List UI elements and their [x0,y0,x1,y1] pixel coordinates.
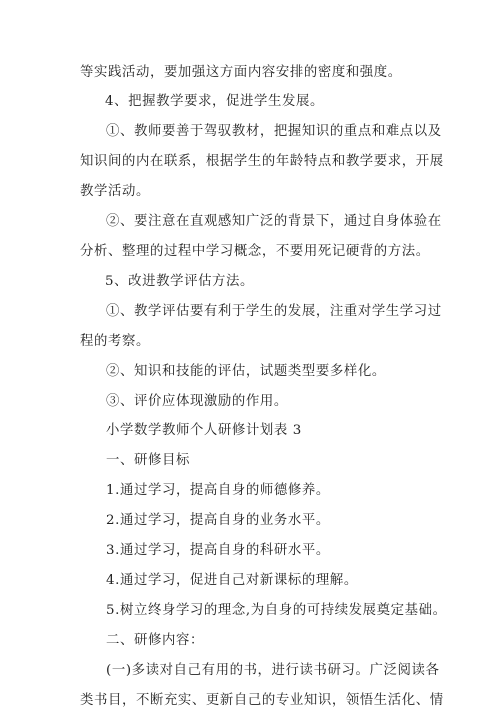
line-text: ③、评价应体现激励的作用。 [106,394,288,409]
line-text: 二、研修内容： [106,633,204,648]
line-text: 小学数学教师个人研修计划表 3 [106,423,302,438]
line-text: 1.通过学习，提高自身的师德修养。 [106,483,330,498]
line-text: ②、要注意在直观感知广泛的背景下，通过自身体验在 [106,214,442,229]
line-text: 3.通过学习，提高自身的科研水平。 [106,543,330,558]
line-text: 教学活动。 [80,184,150,199]
line-text: 等实践活动，要加强这方面内容安排的密度和强度。 [80,65,402,80]
line-text: 4.通过学习，促进自己对新课标的理解。 [106,573,358,588]
line-text: 分析、整理的过程中学习概念，不要用死记硬背的方法。 [80,244,430,259]
line-text: ①、教学评估要有利于学生的发展，注重对学生学习过 [106,304,442,319]
line-text: 知识间的内在联系，根据学生的年龄特点和教学要求，开展 [80,154,444,169]
line-text: 2.通过学习，提高自身的业务水平。 [106,513,330,528]
line-text: ②、知识和技能的评估，试题类型要多样化。 [106,364,386,379]
line-text: ①、教师要善于驾驭教材，把握知识的重点和难点以及 [106,124,442,139]
line-text: 5、改进教学评估方法。 [105,274,255,289]
line-text: 4、把握教学要求，促进学生发展。 [105,94,324,109]
line-text: 5.树立终身学习的理念,为自身的可持续发展奠定基础。 [106,603,447,618]
line-text: (一)多读对自己有用的书，进行读书研习。广泛阅读各 [106,663,440,678]
line-text: 类书目，不断充实、更新自己的专业知识，领悟生活化、情 [80,693,444,708]
line-text: 程的考察。 [80,334,150,349]
line-text: 一、研修目标 [106,453,190,468]
